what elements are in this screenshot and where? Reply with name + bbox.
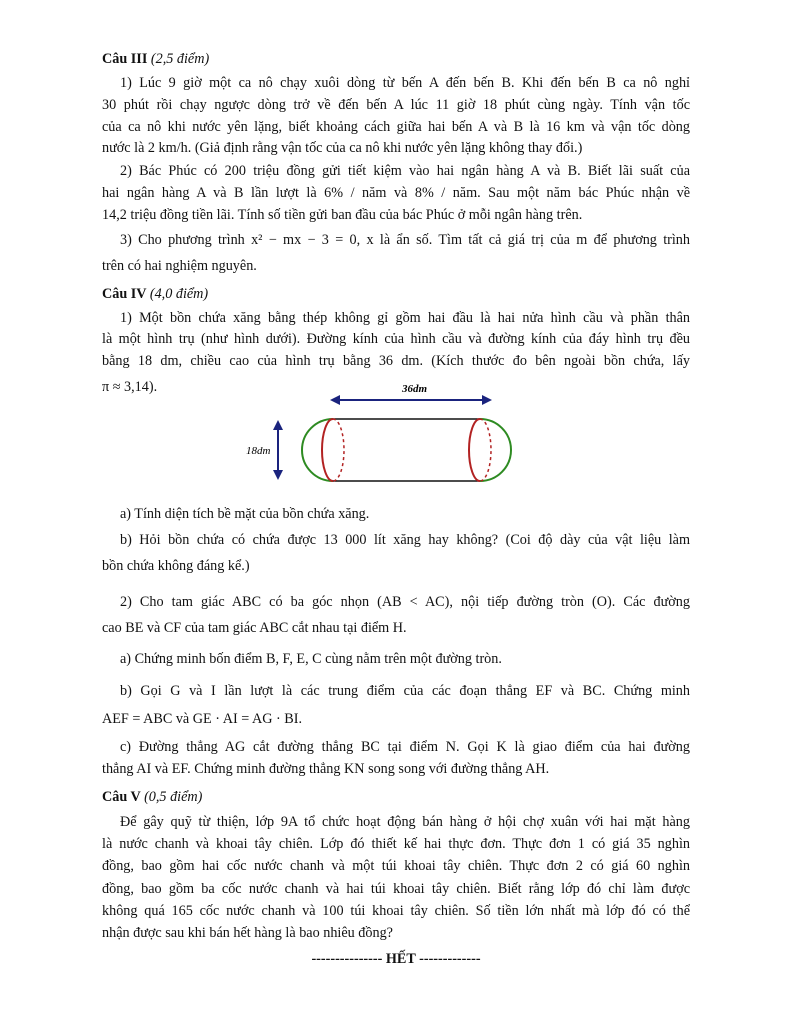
q4-1b-line1: b) Hỏi bồn chứa có chứa được 13 000 lít xăng hay không? (Coi độ dày của vật liệu làm xyxy=(120,532,690,548)
right-base-front xyxy=(469,419,480,481)
q4-1b-line2: bồn chứa không đáng kể.) xyxy=(102,558,250,574)
diameter-arrow-top-head xyxy=(273,420,283,430)
diameter-label: 18dm xyxy=(246,445,271,457)
length-arrow-right-head xyxy=(482,395,492,405)
q4-p2-line2: cao BE và CF của tam giác ABC cắt nhau tại điểm H. xyxy=(102,620,407,636)
left-hemisphere xyxy=(302,419,333,481)
q5-line4: đồng, bao gồm ba cốc nước chanh và hai túi khoai tây chiên. Biết rằng lớp đó chỉ làm được xyxy=(102,881,690,897)
q3-p3-line2: trên có hai nghiệm nguyên. xyxy=(102,258,257,274)
q4-2c-line2: thẳng AI và EF. Chứng minh đường thẳng KN song song với đường thẳng AH. xyxy=(102,761,550,777)
left-base-back xyxy=(333,419,344,481)
q3-p3-line1: 3) Cho phương trình x² − mx − 3 = 0, x là ẩn số. Tìm tất cả giá trị của m để phương trình xyxy=(120,232,690,248)
q5-line1: Để gây quỹ từ thiện, lớp 9A tổ chức hoạt động bán hàng ở hội chợ xuân với hai mặt hàng xyxy=(120,814,690,830)
q4-p1-line2: là một hình trụ (như hình dưới). Đường kính của hình cầu và đường kính của đáy hình trụ đều xyxy=(102,331,690,347)
q3-p2-line2: hai ngân hàng A và B lần lượt là 6% / năm và 8% / năm. Sau một năm bác Phúc nhận về xyxy=(102,185,690,201)
q5-line5: không quá 165 cốc nước chanh và 100 túi khoai tây chiên. Số tiền lớn nhất mà lớp đó có thể xyxy=(102,903,690,919)
q4-p1-line4: π ≈ 3,14). xyxy=(102,379,158,395)
q4-p1-line1: 1) Một bồn chứa xăng bằng thép không gỉ gồm hai đầu là hai nửa hình cầu và phần thân xyxy=(120,310,690,326)
right-hemisphere xyxy=(480,419,511,481)
right-base-back xyxy=(480,419,491,481)
q4-2c-line1: c) Đường thẳng AG cắt đường thẳng BC tại điểm N. Gọi K là giao điểm của hai đường xyxy=(120,739,690,755)
end-marker: --------------- HẾT ------------- xyxy=(311,951,481,967)
length-arrow-left-head xyxy=(330,395,340,405)
q3-p2-line3: 14,2 triệu đồng tiền lãi. Tính số tiền gửi ban đầu của bác Phúc ở mỗi ngân hàng trên. xyxy=(102,207,583,223)
q4-1a: a) Tính diện tích bề mặt của bồn chứa xăng. xyxy=(120,506,370,522)
q3-p1-line1: 1) Lúc 9 giờ một ca nô chạy xuôi dòng từ bến A đến bến B. Khi đến bến B ca nô nghỉ xyxy=(120,75,690,91)
q3-p1-line2: 30 phút rồi chạy ngược dòng trở về đến bến A lúc 11 giờ 18 phút cùng ngày. Tính vận tốc xyxy=(102,97,690,113)
q4-2b-line1: b) Gọi G và I lần lượt là các trung điểm của các đoạn thẳng EF và BC. Chứng minh xyxy=(120,683,690,699)
length-label: 36dm xyxy=(402,383,428,395)
fuel-tank-figure xyxy=(240,378,530,488)
q3-p1-line4: nước là 2 km/h. (Giả định rằng vận tốc của ca nô khi nước yên lặng không thay đổi.) xyxy=(102,140,583,156)
q5-heading: Câu V (0,5 điểm) xyxy=(102,789,203,805)
q5-line2: là nước chanh và khoai tây chiên. Lớp đó thiết kế hai thực đơn. Thực đơn 1 có giá 35 nghìn xyxy=(102,836,690,852)
q4-2a: a) Chứng minh bốn điểm B, F, E, C cùng nằm trên một đường tròn. xyxy=(120,651,502,667)
q4-2b-line2: AEF = ABC và GE · AI = AG · BI. xyxy=(102,711,303,727)
q4-p1-line3: bằng 18 dm, chiều cao của hình trụ bằng 36 dm. (Kích thước đo bên ngoài bồn chứa, lấy xyxy=(102,353,690,369)
left-base-front xyxy=(322,419,333,481)
q4-p2-line1: 2) Cho tam giác ABC có ba góc nhọn (AB < AC), nội tiếp đường tròn (O). Các đường xyxy=(120,594,690,610)
q4-heading: Câu IV (4,0 điểm) xyxy=(102,286,209,302)
q5-line6: nhận được sau khi bán hết hàng là bao nhiêu đồng? xyxy=(102,925,393,941)
q3-p2-line1: 2) Bác Phúc có 200 triệu đồng gửi tiết kiệm vào hai ngân hàng A và B. Biết lãi suất của xyxy=(120,163,690,179)
q3-heading: Câu III (2,5 điểm) xyxy=(102,51,210,67)
q5-line3: đồng, bao gồm hai cốc nước chanh và một túi khoai tây chiên. Thực đơn 2 có giá 60 nghìn xyxy=(102,858,690,874)
diameter-arrow-bottom-head xyxy=(273,470,283,480)
q3-p1-line3: của ca nô khi nước yên lặng, biết khoảng cách giữa hai bến A và B là 16 km và vận tốc dòng xyxy=(102,119,690,135)
